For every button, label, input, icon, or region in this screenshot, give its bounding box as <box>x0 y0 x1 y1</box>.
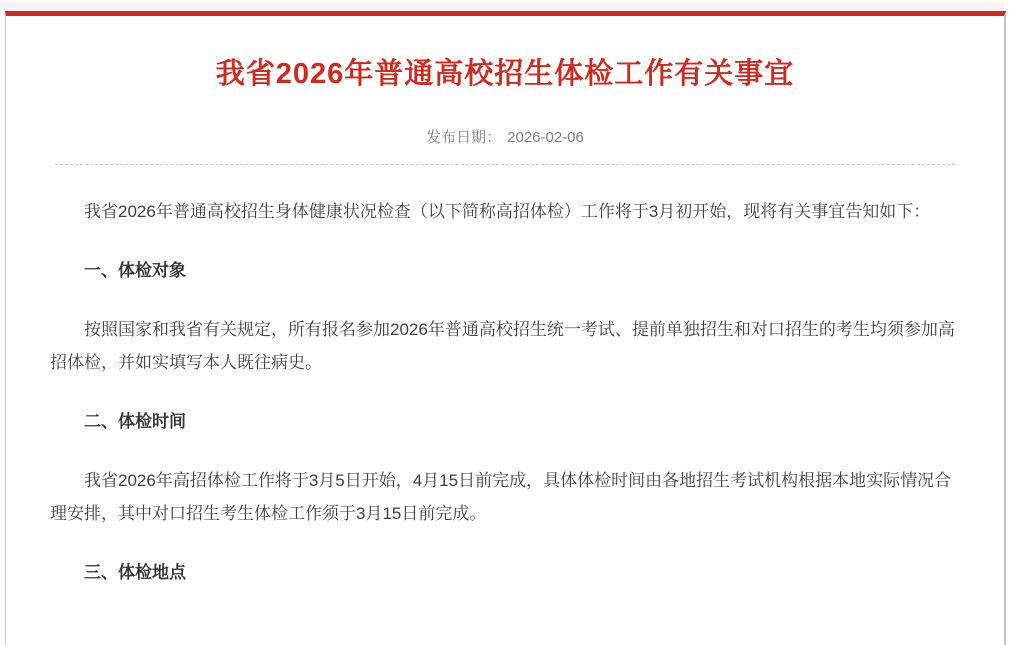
article-panel <box>5 11 1006 645</box>
section-heading-2: 二、体检时间 <box>84 412 186 431</box>
publish-date-value: 2026-02-06 <box>507 129 584 146</box>
article-content <box>6 165 1004 645</box>
page-title: 我省2026年普通高校招生体检工作有关事宜 <box>215 58 795 90</box>
section-paragraph-2: 我省2026年高招体检工作将于3月5日开始，4月15日前完成，具体体检时间由各地招生考试机构根据本地实际情况合理安排，其中对口招生考生体检工作须于3月15日前完成。 <box>50 471 952 523</box>
section-heading-1: 一、体检对象 <box>84 261 186 280</box>
section-paragraph-1: 按照国家和我省有关规定，所有报名参加2026年普通高校招生统一考试、提前单独招生和对口招生的考生均须参加高招体检，并如实填写本人既往病史。 <box>50 320 955 372</box>
intro-paragraph: 我省2026年普通高校招生身体健康状况检查（以下简称高招体检）工作将于3月初开始，现将有关事宜告知如下： <box>84 202 931 221</box>
publish-date <box>6 126 1004 150</box>
article-header <box>6 16 1004 150</box>
section-heading-3: 三、体检地点 <box>84 563 186 582</box>
page-top-strip <box>0 2 1004 10</box>
publish-date-label: 发布日期： <box>426 129 502 146</box>
